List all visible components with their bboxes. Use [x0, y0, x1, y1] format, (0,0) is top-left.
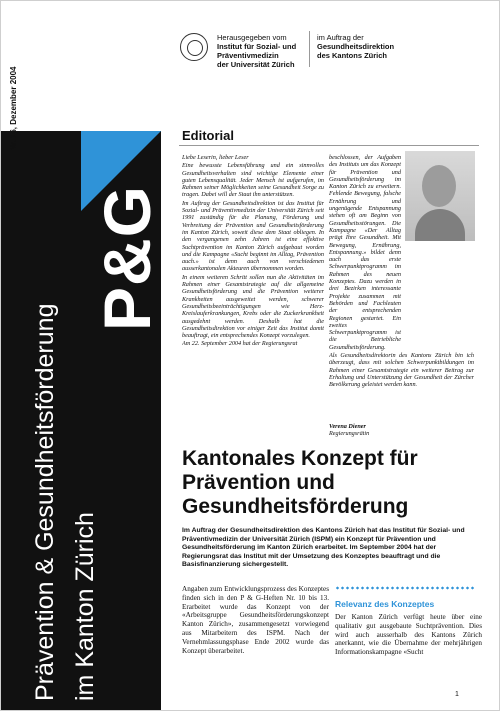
- mandate-line2: Gesundheitsdirektion: [317, 42, 395, 51]
- mandate-block: [317, 33, 437, 60]
- university-seal-icon: [180, 33, 208, 61]
- editorial-column-2: [329, 154, 474, 440]
- dotted-divider: [335, 586, 475, 590]
- editorial-salutation: Liebe Leserin, lieber Leser: [182, 154, 249, 161]
- sidebar-top-white: [1, 1, 161, 131]
- editorial-signature: [329, 423, 369, 438]
- editorial-column-1: [182, 154, 324, 440]
- editorial-paragraph: Eine bewusste Lebensführung und ein sinnvolles Gesundheitsverhalten sind wichtige Elemente einer guten Lebensqualität. Jeder Mensch ist aufgerufen, im Rahmen seiner Möglichkeiten seine Gesundheit Sorge zu tragen. Dabei will der Staat ihn unterstützen.: [182, 162, 324, 199]
- page-number: 1: [455, 691, 459, 698]
- publisher-line2: Institut für Sozial- und: [217, 42, 297, 51]
- publisher-line1: Herausgegeben vom: [217, 33, 287, 42]
- publisher-line3: Präventivmedizin: [217, 51, 279, 60]
- publisher-line4: der Universität Zürich: [217, 60, 295, 69]
- article-lead: Im Auftrag der Gesundheitsdirektion des Kantons Zürich hat das Institut für Sozial- und Präventivmedizin der Universität Zürich (ISPM) ein Konzept für Prävention und Gesundheitsförderung im Kanton Zürich erarbeitet. Im September 2004 hat der Regierungsrat das Institut mit der Umsetzung des Konzeptes beauftragt und die Basisfinanzierung sichergestellt.: [182, 527, 465, 569]
- editorial-paragraph: Im Auftrag der Gesundheitsdirektion ist das Institut für Sozial- und Präventivmedizin der Universität Zürich seit 1991 zuständig für die Planung, Förderung und Verbreitung der Prävention und Gesundheitsförderung im Kanton Zürich, soweit diese dem Staat obliegen. In den vergangenen zehn Jahren ist eine effektive Suchtprävention im Kanton Zürich aufgebaut worden und die Kampagne «Sucht beginnt im Alltag, Prävention auch.» ist denn auch von verschiedenen ausserkantonalen Akteuren übernommen worden.: [182, 199, 324, 273]
- publication-title-line2: im Kanton Zürich: [71, 512, 99, 701]
- editorial-rule: [179, 145, 479, 146]
- publication-title-line1: Prävention & Gesundheitsförderung: [31, 303, 59, 701]
- publisher-block: [217, 33, 307, 69]
- editorial-paragraph: Als Gesundheitsdirektorin des Kantons Zürich bin ich überzeugt, dass mit solchen Schwerpunktbildungen im Rahmen einer Gesamtstrategie ein weiterer Beitrag zur Erhaltung und Unterstützung der Gesundheit der Zürcher Bevölkerung geleistet werden kann.: [329, 352, 474, 389]
- article-body-left: Angaben zum Entwicklungsprozess des Konzeptes finden sich in den P & G-Heften Nr. 10 bis 13. Erarbeitet wurde das Konzept von der «Arbeitsgruppe Gesundheitsförderungskonzept Kanton Zürich», zusammengesetzt vorwiegend aus Mitarbeitern des ISPM. Nach der Vernehmlassungsphase Ende 2002 wurde das Konzept überarbeitet.: [182, 585, 329, 655]
- signature-role: Regierungsrätin: [329, 430, 370, 438]
- masthead: [169, 27, 489, 83]
- article-body-right: Der Kanton Zürich verfügt heute über eine qualitativ gut ausgebaute Suchtprävention. Dies wird auch ausserhalb des Kantons Zürich anerkannt, wie die Übernahme der mehrjährigen Informationskampagne «Sucht: [335, 613, 482, 657]
- editorial-title: Editorial: [182, 128, 235, 143]
- signature-name: Verena Diener: [329, 423, 366, 430]
- article-subheading: Relevanz des Konzeptes: [335, 599, 435, 609]
- article-headline: Kantonales Konzept für Prävention und Gesundheitsförderung: [182, 447, 418, 518]
- pg-logo: P&G: [90, 184, 164, 331]
- editorial-paragraph: Am 22. September 2004 hat der Regierungsrat: [182, 340, 298, 348]
- issue-label: Nr. 16, Dezember 2004: [9, 66, 18, 151]
- mandate-line1: im Auftrag der: [317, 33, 364, 42]
- masthead-divider: [309, 31, 310, 67]
- editorial-paragraph: beschlossen, der Aufgaben des Instituts um das Konzept für Prävention und Gesundheitsförderung im Kanton Zürich zu erweitern. Fehlende Bewegung, falsche Ernährung und ungenügende Entspannung stehen oft am Beginn von Gesundheitsstörungen. Die Kampagne «Der Alltag prägt Ihre Gesundheit. Mit Bewegung, Ernährung, Entspannung.» bildet denn auch das erste Schwerpunktprogramm im Rahmen des neuen Konzeptes. Dazu werden in drei Bezirken interessante Projekte zusammen mit Behörden und Fachleuten der entsprechenden Regionen gestartet. Ein zweites Schwerpunktprogramm ist die Betriebliche Gesundheitsförderung.: [329, 154, 401, 351]
- mandate-line3: des Kantons Zürich: [317, 51, 388, 60]
- editorial-paragraph: In einem weiteren Schritt sollen nun die Aktivitäten im Rahmen einer Gesamtstrategie auf die allgemeine Gesundheitsförderung und die Prävention weiterer Krankheiten ausgeweitet werden, schwerer Gesundheitsbeeinträchtigungen wie Herz-Kreislauferkrankungen, Krebs oder die Zuckerkrankheit ausgedehnt werden. Deshalb hat die Gesundheitsdirektion vor einiger Zeit das Institut damit beauftragt, ein entsprechendes Konzept vorzulegen.: [182, 273, 324, 340]
